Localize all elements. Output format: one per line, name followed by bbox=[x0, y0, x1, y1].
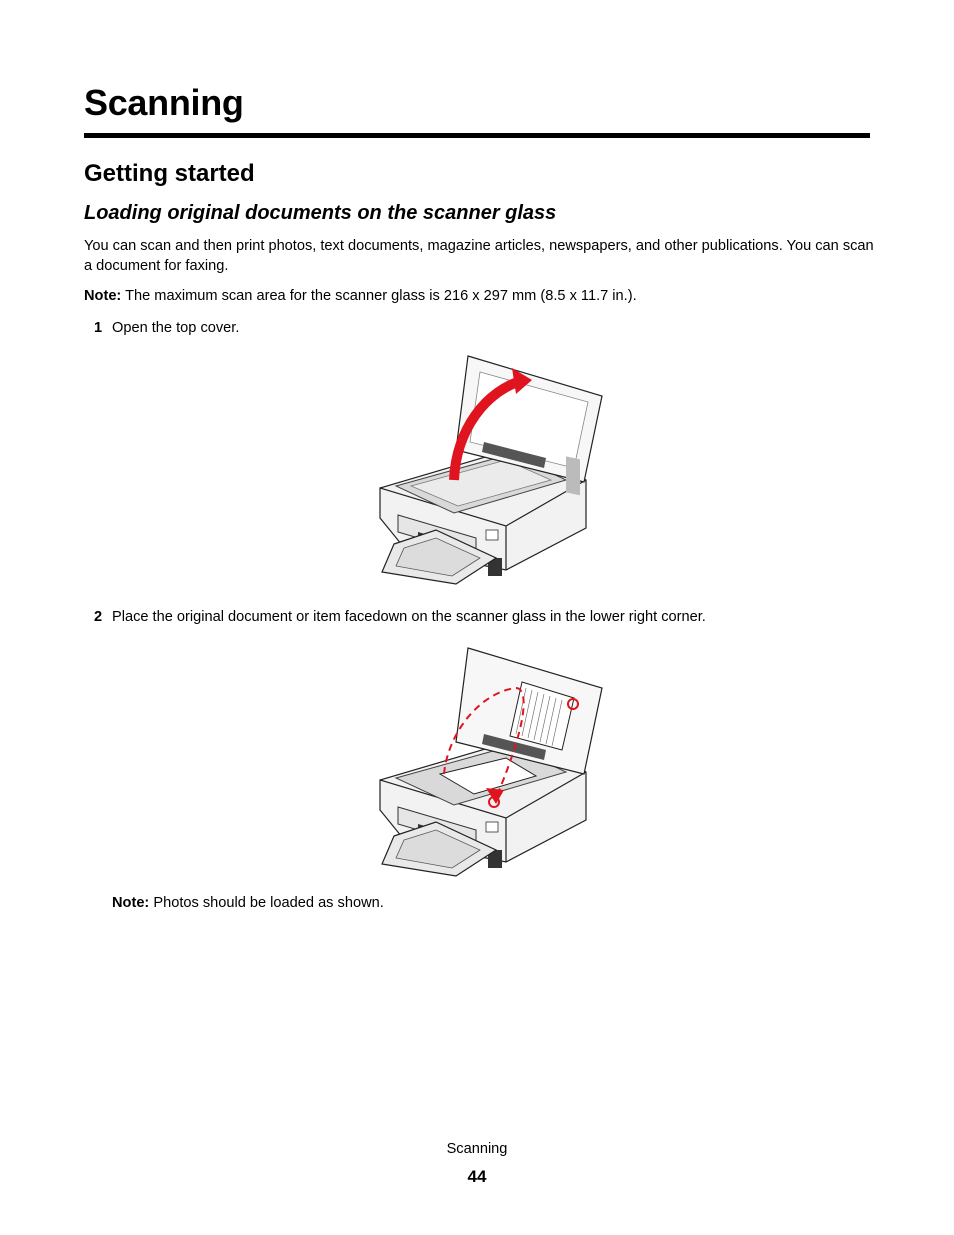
step-1-text: Open the top cover. bbox=[112, 320, 240, 336]
note-photos bbox=[112, 895, 384, 911]
note-label: Note: bbox=[84, 288, 122, 304]
printer-open-cover-illustration bbox=[376, 350, 608, 590]
printer-place-document-illustration bbox=[376, 642, 608, 882]
note-text: The maximum scan area for the scanner glass is 216 x 297 mm (8.5 x 11.7 in.). bbox=[121, 288, 637, 304]
section-heading: Getting started bbox=[84, 160, 255, 187]
note2-text: Photos should be loaded as shown. bbox=[149, 895, 384, 911]
subsection-heading: Loading original documents on the scanner glass bbox=[84, 202, 557, 224]
page-title: Scanning bbox=[84, 82, 244, 123]
intro-paragraph: You can scan and then print photos, text documents, magazine articles, newspapers, and other publications. You can scan a document for faxing. bbox=[84, 238, 874, 274]
step-2-number: 2 bbox=[94, 609, 103, 625]
step-1-number: 1 bbox=[94, 320, 103, 336]
note-scan-area bbox=[84, 288, 637, 304]
page-number: 44 bbox=[467, 1167, 487, 1186]
step-2-text: Place the original document or item facedown on the scanner glass in the lower right corner. bbox=[112, 609, 706, 625]
footer-title: Scanning bbox=[446, 1141, 508, 1157]
title-rule bbox=[84, 133, 870, 138]
note2-label: Note: bbox=[112, 895, 150, 911]
